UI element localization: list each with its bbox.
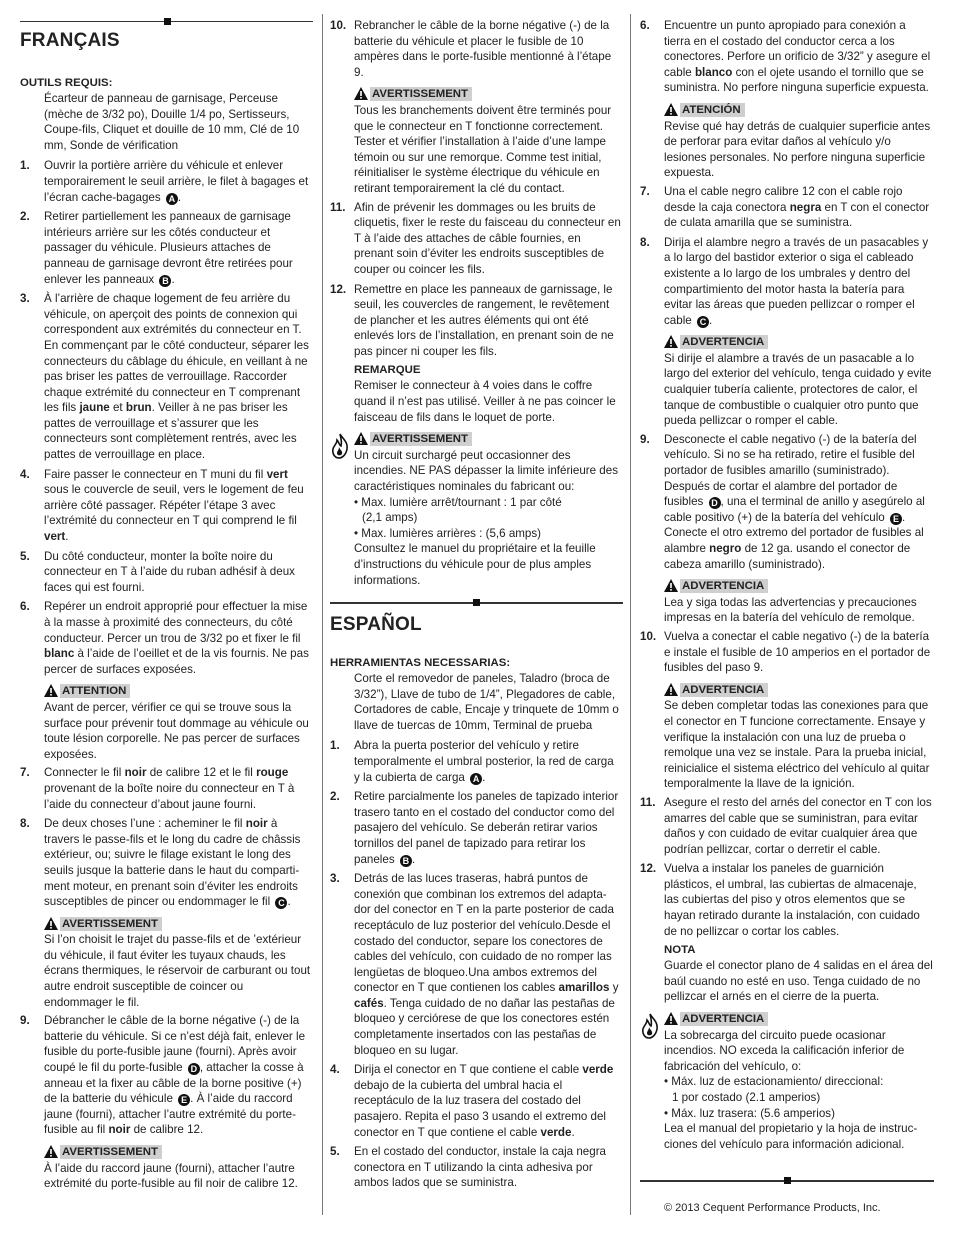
step-6: 6. Repérer un endroit approprié pour effectuer la mise à la masse à proximité des connecteurs, du côté conducteur. Percer un trou de 3/32 po et fixer le fil blanc à l’aide de l’oeillet et de la vis fournis. Ne pas percer de surfaces exposées.: [20, 600, 309, 676]
callout-a: A: [166, 193, 178, 205]
step-number: 11.: [330, 200, 346, 214]
callout-d: D: [709, 497, 721, 509]
step-number: 12.: [330, 282, 347, 296]
step-number: 5.: [330, 1145, 340, 1159]
step-8: 8. De deux choses l’une : acheminer le fil noir à travers le passe-fils et le long du cadre de châssis extérieur, ou; suivre le filage existant le long des seuils jusque la batterie dans le haut du comparti- ment moteur, en prenant soin d’éviter les endroits susceptibles de pincer ou endommager le fil C .: [20, 817, 301, 909]
avertissement-text: Un circuit surchargé peut occasionner des incendies. NE PAS dépasser la limite inférieure des caractéristiques nominales du fabricant ou:: [354, 448, 618, 494]
tools-text: Écarteur de panneau de garnisage, Perceuse (mèche de 3/32 po), Douille 1/4 po, Sertisseurs, Coupe-fils, Cliquet et douille de 10 mm, Clé de 10 mm, Sonde de vérification: [44, 92, 300, 152]
attention-text: Avant de percer, vérifier ce qui se trouve sous la surface pour prévenir tout dommage au véhicule ou toute lésion corporelle. Ne pas percer de surfaces exposées.: [44, 700, 309, 761]
step-3: 3. À l’arrière de chaque logement de feu arrière du véhicule, on aperçoit des points de connexion qui correspondent aux extrémités du connecteur en T. En commençant par le côté conducteur, séparer les connecteurs du câblage du éhicule, en veillant à ne pas briser les pattes de verrouillage. Raccorder chaque extrémité du connecteur en T comprenant les fils jaune et brun. Veiller à ne pas briser les pattes de verrouillage et s’assurer que les connecteurs sont complètement rentrés, avec les pattes de verrouillage en place.: [20, 292, 309, 462]
callout-a: A: [470, 773, 482, 785]
step-number: 1.: [330, 739, 340, 753]
avertissement-box: [44, 916, 313, 1011]
paso-2: 2. Retire parcialmente los paneles de tapizado interior trasero tanto en el costado del conductor como del pasajero del vehículo. Se deberán retirar varios tornillos del panel de tapizado para retirar los paneles B .: [330, 790, 619, 866]
paso-5: 5. En el costado del conductor, instale la caja negra conectora en T utilizando la cinta adhesiva por ambos lados que se suministra.: [330, 1145, 607, 1190]
step-number: 8.: [640, 235, 650, 249]
callout-b: B: [159, 275, 171, 287]
remarque-label: REMARQUE: [354, 364, 421, 377]
attention-label: ATTENTION: [60, 684, 130, 698]
remarque-box: [330, 363, 622, 425]
step-1: 1. Ouvrir la portière arrière du véhicule et enlever temporairement le seuil arrière, le filet à bagages et l’écran cache-bagages A .: [20, 159, 309, 204]
callout-e: E: [178, 1094, 190, 1106]
step-number: 4.: [20, 467, 30, 481]
step-11: 11. Afin de prévenir les dommages ou les bruits de cliquetis, fixer le reste du faisceau du connecteur en T à l’aide des attaches de câble fournies, en prenant soin d’éviter les endroits susceptibles de couper ou coincer les fils.: [330, 200, 621, 276]
avertissement-text: À l’aide du raccord jaune (fourni), attacher l’autre extrémité du porte-fusible au fil noir de calibre 12.: [44, 1161, 298, 1191]
advertencia-text: Si dirije el alambre a través de un pasacable a lo largo del exterior del vehículo, tenga cuidado y evite cualquier tubería caliente, protectores de calor, el tanque de combustible o cualquier otro punto que pueda pellizcar o romper el cable.: [664, 351, 932, 428]
avertissement-label: AVERTISSEMENT: [60, 1145, 162, 1159]
paso-6: 6. Encuentre un punto apropiado para conexión a tierra en el costado del conductor cerca a los conectores. Perfore un orificio de 3/32” y asegure el cable blanco con el ojete usando el tornillo que se suministra. No perfore ninguna superficie expuesta.: [640, 19, 931, 95]
paso-7: 7. Una el cable negro calibre 12 con el cable rojo desde la caja conectora negra en T con el conector de culata amarilla que se suministra.: [640, 184, 930, 230]
paso-3: 3. Detrás de las luces traseras, habrá puntos de conexión que combinan los extremos del adapta- dor del conector en T en la parte posterior de cada receptáculo de luz posterior del vehículo.Desde el costado del conductor, separe los conectores de cables del vehículo, con cuidado de no romper las lengüetas de bloqueo.Una ambos extremos del conector en T que contienen los cables amarillos y cafés. Tenga cuidado de no dañar las pestañas de bloqueo y cerciórese de que los conectores estén completamente insertados con las pestañas de bloqueo en su lugar.: [330, 872, 619, 1057]
step-number: 12.: [640, 862, 657, 876]
step-number: 9.: [640, 432, 650, 446]
step-10: 10. Rebrancher le câble de la borne négative (-) de la batterie du véhicule et placer le fusible de 10 ampères dans le porte-fusible mentionné à l’étape 9.: [330, 19, 612, 79]
callout-b: B: [400, 855, 412, 867]
avertissement-label: AVERTISSEMENT: [60, 917, 162, 931]
middle-column: [330, 18, 622, 1190]
paso-10: 10. Vuelva a conectar el cable negativo (-) de la batería e instale el fusible de 10 amperios en el portador de fusibles del paso 9.: [640, 629, 931, 675]
paso-8: 8. Dirija el alambre negro a través de un pasacables y a lo largo del bastidor exterior o siga el cableado existente a lo largo de los umbrales y dentro del compartimiento del motor hasta la batería para evitar las áreas que pueden pellizcar o romper el cable C .: [640, 235, 929, 327]
bullet-cont: (2,1 amps): [362, 511, 418, 525]
advertencia-label: ADVERTENCIA: [680, 1012, 768, 1026]
paso-11: 11. Asegure el resto del arnés del conector en T con los amarres del cable que se suministran, para evitar daños y con cuidado de evitar cualquier área que podrían pellizcar, cortar o derretir el cable.: [640, 795, 932, 856]
step-number: 1.: [20, 159, 30, 173]
paso-12: 12. Vuelva a instalar los paneles de guarnición plásticos, el umbral, las cubiertas de almacenaje, las cubiertas del piso y otros elementos que se hayan retirado durante la instalación, con cuidado de no pellizcar o cortar los cables.: [640, 862, 920, 938]
warning-triangle-icon: [664, 335, 678, 348]
avertissement-tail: Consultez le manuel du propriétaire et la feuille d’instructions du véhicule pour de plus amples informations.: [354, 542, 596, 587]
herramientas-label: HERRAMIENTAS NECESSARIAS:: [330, 657, 511, 669]
bullet: • Max. lumières arrières : (5,6 amps): [354, 526, 542, 540]
advertencia-text: La sobrecarga del circuito puede ocasionar incendios. NO exceda la calificación inferior de fabricación del vehículo, o:: [664, 1028, 905, 1073]
paso-1: 1. Abra la puerta posterior del vehículo y retire temporalmente el umbral posterior, la red de carga y la cubierta de carga A .: [330, 739, 614, 784]
avertissement-label: AVERTISSEMENT: [370, 87, 472, 101]
atencion-label: ATENCIÓN: [680, 103, 745, 117]
nota-box: [640, 943, 934, 1005]
step-number: 4.: [330, 1063, 340, 1077]
nota-label: NOTA: [664, 944, 696, 957]
step-number: 5.: [20, 549, 30, 563]
avertissement-text: Tous les branchements doivent être terminés pour que le connecteur en T fonctionne correctement. Tester et vérifier l’installation à l’aide d’une lampe témoin ou sur une remorque. Comme test initial, réinitialiser le système électrique du véhicule en retirant temporairement la clé du contact.: [354, 103, 612, 195]
step-number: 10.: [330, 19, 347, 32]
section-title-espanol: ESPAÑOL: [330, 614, 422, 635]
step-2: 2. Retirer partiellement les panneaux de garnisage intérieurs arrière sur les côtés conducteur et passager du véhicule. Plusieurs attaches de panneau de garnisage devront être retirées pour enlever les panneaux B .: [20, 210, 293, 286]
advertencia-text: Lea y siga todas las advertencias y precauciones impresas en la batería del vehículo de remolque.: [664, 595, 917, 625]
advertencia-label: ADVERTENCIA: [680, 579, 768, 593]
paso-9: 9. Desconecte el cable negativo (-) de la batería del vehículo. Si no se ha retirado, retire el fusible del portador de fusibles amarillo (suministrado). Después de cortar el alambre del portador de fusibles D , una el terminal de anillo y asegúrelo al cable positivo (+) de la batería del vehículo E . Conecte el otro extremo del portador de fusibles al alambre negro de 12 ga. usando el conector de cabeza amarillo (suministrado).: [640, 432, 925, 571]
step-7: 7. Connecter le fil noir de calibre 12 et le fil rouge provenant de la boîte noire du connecteur en T à l’aide du connecteur d’about jaune fourni.: [20, 766, 295, 811]
spanish-column-right: [640, 18, 934, 1152]
bullet: • Max. lumière arrêt/tournant : 1 par côté: [354, 495, 562, 509]
warning-triangle-icon: [354, 432, 368, 445]
bullet: • Máx. luz trasera: (5.6 amperios): [664, 1106, 835, 1120]
callout-e: E: [890, 513, 902, 525]
step-number: 2.: [20, 210, 30, 224]
advertencia-tail: Lea el manual del propietario y la hoja de instruc- ciones del vehículo para información adicional.: [664, 1122, 918, 1151]
warning-triangle-icon: [664, 1012, 678, 1025]
warning-triangle-icon: [44, 684, 58, 697]
column-divider-left: [322, 14, 323, 1215]
step-number: 8.: [20, 817, 30, 831]
advertencia-text: Se deben completar todas las conexiones para que el conector en T funcione correctamente. Ensaye y verifique la instalación con una luz de prueba o remolque una vez se instale. Para la prueba inicial, reinicialice el sistema eléctrico del vehículo al quitar temporalmente la llave de la ignición.: [664, 699, 930, 791]
step-number: 3.: [20, 292, 30, 306]
step-text: Ouvrir la portière arrière du véhicule et enlever temporairement le seuil arrière, le filet à bagages et l’écran cache-bagages: [44, 159, 309, 204]
warning-triangle-icon: [354, 87, 368, 100]
advertencia-box: [664, 682, 934, 792]
atencion-box: [664, 102, 934, 181]
step-number: 2.: [330, 790, 340, 804]
paso-4: 4. Dirija el conector en T que contiene el cable verde debajo de la cubierta del umbral hacia el receptáculo de la luz trasera del costado del pasajero. Repita el paso 3 usando el extremo del conector en T que contiene el cable verde.: [330, 1063, 614, 1139]
advertencia-label: ADVERTENCIA: [680, 683, 768, 697]
step-number: 10.: [640, 629, 657, 643]
bullet: • Máx. luz de estacionamiento/ direccional:: [664, 1075, 884, 1089]
step-number: 7.: [20, 766, 30, 780]
step-number: 9.: [20, 1014, 30, 1028]
warning-triangle-icon: [44, 1145, 58, 1158]
copyright-footer: © 2013 Cequent Performance Products, Inc.: [664, 1202, 881, 1214]
section-title-francais: FRANÇAIS: [20, 30, 120, 51]
step-12: 12. Remettre en place les panneaux de garnissage, le seuil, les couvercles de rangement, le revêtement de plancher et les autres éléments qui ont été enlevés lors de l’installation, en prenant soin de ne pas pincer ni couper les fils.: [330, 282, 614, 358]
fire-warning-icon: [330, 433, 350, 459]
step-9: 9. Débrancher le câble de la borne négative (-) de la batterie du véhicule. Si ce n’est déjà fait, enlever le fusible du porte-fusible jaune (fourni). Après avoir coupé le fil du porte-fusible D , attacher la cosse à anneau et la fixer au câble de la borne positive (+) de la batterie du véhicule E . À l’aide du raccord jaune (fourni), attacher l’autre extrémité du porte-fusible au fil noir de calibre 12.: [20, 1014, 306, 1137]
step-number: 6.: [20, 600, 30, 614]
step-number: 6.: [640, 19, 650, 32]
warning-triangle-icon: [664, 103, 678, 116]
step-5: 5. Du côté conducteur, monter la boîte noire du connecteur en T à l’aide du ruban adhésif à deux faces qui est fourni.: [20, 549, 295, 594]
french-column-1: [20, 30, 313, 1192]
rule-marker: [164, 18, 171, 25]
column-divider-right: [630, 14, 631, 1215]
advertencia-box: [664, 578, 934, 626]
warning-triangle-icon: [664, 683, 678, 696]
callout-c: C: [697, 316, 709, 328]
step-number: 11.: [640, 795, 656, 809]
rule-marker: [784, 1177, 791, 1184]
remarque-text: Remiser le connecteur à 4 voies dans le coffre quand il n’est pas utilisé. Veiller à ne pas coincer le faisceau de fils dans le loquet de porte.: [354, 379, 616, 424]
advertencia-fire-box: [664, 1011, 934, 1152]
avertissement-text: Si l’on choisit le trajet du passe-fils et de ’extérieur du véhicule, il faut éviter les tuyaux chauds, les écrans thermiques, le réservoir de carburant ou tout autre endroit susceptible de coincer ou endommager le fil.: [44, 933, 311, 1009]
step-4: 4. Faire passer le connecteur en T muni du fil vert sous le couvercle de seuil, vers le logement de feu arrière côté passager. Répéter l’étape 3 avec l’extrémité du connecteur en T qui comprend le fil vert.: [20, 467, 304, 544]
callout-d: D: [188, 1063, 200, 1075]
advertencia-label: ADVERTENCIA: [680, 335, 768, 349]
warning-triangle-icon: [664, 579, 678, 592]
herramientas-text: Corte el removedor de paneles, Taladro (broca de 3/32”), Llave de tubo de 1/4”, Plegadores de cable, Cortadores de cable, Encaje y trinquete de 10mm o llave de tuercas de 10mm, Terminal de prueba: [354, 672, 619, 732]
nota-text: Guarde el conector plano de 4 salidas en el área del baúl cuando no esté en uso. Tenga cuidado de no pellizcar el arnés en el cierre de la puerta.: [664, 959, 933, 1004]
callout-c: C: [275, 897, 287, 909]
step-number: 3.: [330, 872, 340, 886]
rule-marker: [473, 599, 480, 606]
avertissement-box: [354, 86, 622, 196]
step-text: Retirer partiellement les panneaux de garnisage intérieurs arrière sur les côtés conducteur et passager du véhicule. Plusieurs attaches de panneau de garnisage devront être retirées pour enlever les panneaux: [44, 210, 293, 286]
warning-triangle-icon: [44, 917, 58, 930]
spanish-section-start: [330, 614, 622, 1195]
avertissement-box: [44, 1144, 313, 1192]
attention-box: [44, 683, 313, 762]
bullet-cont: 1 por costado (2.1 amperios): [672, 1091, 821, 1104]
atencion-text: Revise qué hay detrás de cualquier superficie antes de perforar para evitar daños al vehículo y/o lesiones personales. No perfore ninguna superficie expuesta.: [664, 119, 931, 180]
avertissement-label: AVERTISSEMENT: [370, 432, 472, 446]
avertissement-fire-box: [354, 431, 622, 588]
tools-label: OUTILS REQUIS:: [20, 77, 113, 89]
advertencia-box: [664, 334, 934, 429]
fire-warning-icon: [640, 1013, 660, 1039]
step-number: 7.: [640, 184, 650, 198]
